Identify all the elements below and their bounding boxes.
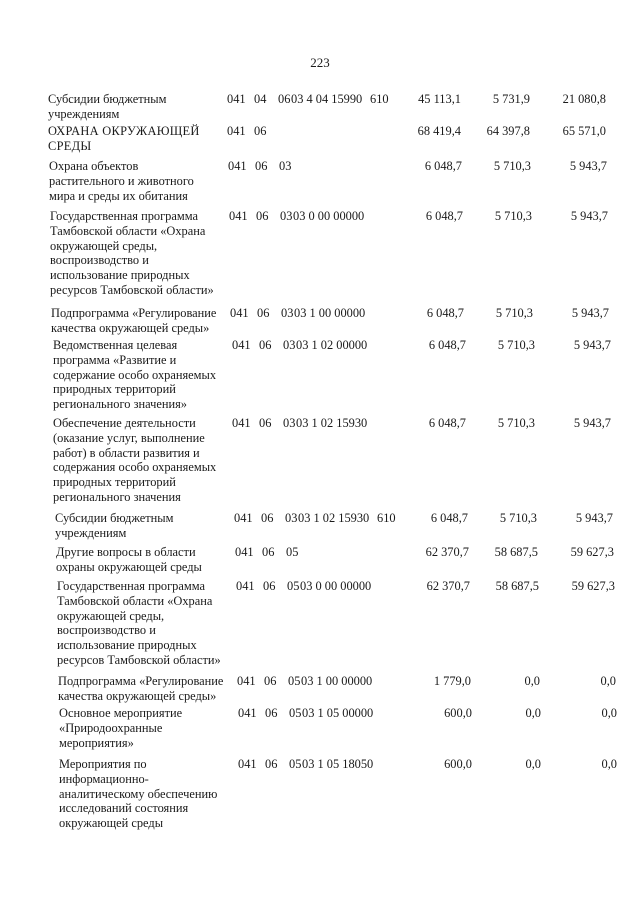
row-name-line: мира и среды их обитания — [49, 188, 188, 203]
amount-year-3: 0,0 — [601, 757, 617, 771]
amount-year-2: 0,0 — [525, 706, 541, 720]
amount-year-1: 600,0 — [444, 757, 472, 771]
amount-year-2: 5 710,3 — [499, 511, 537, 525]
row-name-line: воспроизводство и — [50, 253, 149, 268]
amount-year-1: 600,0 — [444, 706, 472, 720]
row-name-line: окружающей среды, — [50, 238, 158, 253]
subsection-code: 05 — [288, 674, 301, 688]
row-name-line: качества окружающей среды» — [58, 688, 217, 703]
amount-year-1: 6 048,7 — [430, 511, 468, 525]
row-name-line: охраны окружающей среды — [56, 559, 202, 574]
row-name — [55, 511, 241, 541]
ministry-code: 041 — [236, 579, 255, 593]
subsection-code: 03 — [285, 511, 298, 525]
target-article-code: 03 1 02 15930 — [296, 416, 368, 430]
section-code: 06 — [259, 416, 272, 430]
section-code: 06 — [259, 338, 272, 352]
amount-year-2: 5 710,3 — [497, 416, 535, 430]
amount-year-3: 59 627,3 — [570, 545, 614, 559]
row-name-line: программа «Развитие и — [53, 352, 177, 367]
amount-year-2: 64 397,8 — [486, 124, 530, 138]
row-name-line: (оказание услуг, выполнение — [53, 430, 205, 445]
row-name-line: информационно- — [59, 771, 149, 786]
amount-year-2: 5 710,3 — [497, 338, 535, 352]
row-name-line: мероприятия» — [59, 735, 134, 750]
row-name-line: воспроизводство и — [57, 623, 156, 638]
ministry-code: 041 — [232, 338, 251, 352]
row-name-line: Подпрограмма «Регулирование — [58, 674, 224, 688]
section-code: 06 — [257, 306, 270, 320]
row-name-line: регионального значения» — [53, 397, 187, 412]
row-name-line: учреждениям — [55, 525, 127, 540]
row-name — [51, 306, 237, 336]
target-article-code: 03 0 00 00000 — [300, 579, 372, 593]
row-name-line: Субсидии бюджетным — [55, 511, 174, 525]
amount-year-1: 6 048,7 — [425, 209, 463, 223]
row-name-line: Ведомственная целевая — [53, 338, 178, 352]
section-code: 06 — [265, 757, 278, 771]
page-number: 223 — [310, 55, 330, 70]
amount-year-3: 5 943,7 — [573, 416, 611, 430]
row-name-line: растительного и животного — [49, 173, 194, 188]
amount-year-1: 68 419,4 — [417, 124, 461, 138]
row-name — [53, 338, 239, 412]
row-name-line: Обеспечение деятельности — [53, 416, 196, 430]
subsection-code: 05 — [286, 545, 299, 559]
amount-year-3: 0,0 — [601, 706, 617, 720]
target-article-code: 03 0 00 00000 — [293, 209, 365, 223]
ministry-code: 041 — [238, 757, 257, 771]
row-name — [58, 674, 244, 704]
row-name — [50, 209, 236, 298]
ministry-code: 041 — [228, 159, 247, 173]
amount-year-2: 5 731,9 — [492, 92, 530, 106]
row-name-line: учреждениям — [48, 106, 120, 121]
row-name-line: «Природоохранные — [59, 720, 163, 735]
amount-year-1: 6 048,7 — [424, 159, 462, 173]
expense-kind-code: 610 — [370, 92, 389, 106]
row-name-line: ресурсов Тамбовской области» — [50, 282, 214, 297]
target-article-code: 03 1 02 15930 — [298, 511, 370, 525]
row-name-line: Мероприятия по — [59, 757, 147, 771]
row-name-line: содержание особо охраняемых — [53, 367, 217, 382]
ministry-code: 041 — [234, 511, 253, 525]
section-code: 06 — [263, 579, 276, 593]
amount-year-3: 0,0 — [600, 674, 616, 688]
target-article-code: 03 1 05 00000 — [302, 706, 374, 720]
row-name — [48, 124, 234, 154]
ministry-code: 041 — [227, 124, 246, 138]
amount-year-2: 5 710,3 — [493, 159, 531, 173]
section-code: 06 — [264, 674, 277, 688]
amount-year-3: 65 571,0 — [562, 124, 606, 138]
target-article-code: 03 1 00 00000 — [294, 306, 366, 320]
row-name — [49, 159, 235, 203]
amount-year-1: 6 048,7 — [428, 338, 466, 352]
amount-year-1: 45 113,1 — [418, 92, 461, 106]
row-name-line: качества окружающей среды» — [51, 320, 210, 335]
target-article-code: 03 4 04 15990 — [291, 92, 363, 106]
row-name-line: использование природных — [50, 268, 190, 283]
ministry-code: 041 — [230, 306, 249, 320]
row-name-line: СРЕДЫ — [48, 138, 92, 153]
row-name — [53, 416, 239, 505]
amount-year-1: 6 048,7 — [428, 416, 466, 430]
row-name-line: окружающей среды, — [57, 608, 165, 623]
ministry-code: 041 — [238, 706, 257, 720]
subsection-code: 06 — [278, 92, 291, 106]
amount-year-3: 5 943,7 — [571, 306, 609, 320]
subsection-code: 03 — [279, 159, 292, 173]
ministry-code: 041 — [227, 92, 246, 106]
row-name-line: природных территорий — [53, 475, 176, 490]
section-code: 06 — [255, 159, 268, 173]
row-name-line: Тамбовской области «Охрана — [57, 593, 213, 608]
row-name-line: Охрана объектов — [49, 159, 139, 173]
section-code: 06 — [256, 209, 269, 223]
row-name-line: использование природных — [57, 638, 197, 653]
target-article-code: 03 1 00 00000 — [301, 674, 373, 688]
row-name — [57, 579, 243, 668]
target-article-code: 03 1 02 00000 — [296, 338, 368, 352]
amount-year-3: 5 943,7 — [569, 159, 607, 173]
row-name-line: содержания особо охраняемых — [53, 460, 217, 475]
row-name — [56, 545, 242, 575]
amount-year-3: 5 943,7 — [575, 511, 613, 525]
amount-year-1: 1 779,0 — [433, 674, 471, 688]
row-name-line: ресурсов Тамбовской области» — [57, 652, 221, 667]
ministry-code: 041 — [232, 416, 251, 430]
row-name — [59, 706, 245, 750]
expense-kind-code: 610 — [377, 511, 396, 525]
ministry-code: 041 — [229, 209, 248, 223]
subsection-code: 03 — [281, 306, 294, 320]
row-name-line: окружающей среды — [59, 816, 164, 831]
subsection-code: 03 — [283, 416, 296, 430]
row-name-line: Тамбовской области «Охрана — [50, 223, 206, 238]
amount-year-2: 58 687,5 — [495, 579, 539, 593]
row-name-line: исследований состояния — [59, 801, 189, 816]
row-name-line: Основное мероприятие — [59, 706, 183, 720]
ministry-code: 041 — [237, 674, 256, 688]
amount-year-2: 0,0 — [525, 757, 541, 771]
amount-year-1: 6 048,7 — [426, 306, 464, 320]
amount-year-3: 21 080,8 — [562, 92, 606, 106]
row-name-line: Подпрограмма «Регулирование — [51, 306, 217, 320]
row-name-line: природных территорий — [53, 382, 176, 397]
section-code: 06 — [254, 124, 267, 138]
amount-year-3: 5 943,7 — [570, 209, 608, 223]
section-code: 04 — [254, 92, 267, 106]
row-name-line: аналитическому обеспечению — [59, 786, 218, 801]
amount-year-3: 59 627,3 — [571, 579, 615, 593]
row-name-line: регионального значения — [53, 489, 181, 504]
subsection-code: 03 — [280, 209, 293, 223]
amount-year-2: 5 710,3 — [495, 306, 533, 320]
subsection-code: 05 — [289, 706, 302, 720]
amount-year-3: 5 943,7 — [573, 338, 611, 352]
subsection-code: 05 — [289, 757, 302, 771]
row-name-line: Государственная программа — [50, 209, 198, 223]
amount-year-2: 58 687,5 — [494, 545, 538, 559]
amount-year-1: 62 370,7 — [425, 545, 469, 559]
row-name — [59, 757, 245, 831]
target-article-code: 03 1 05 18050 — [302, 757, 374, 771]
row-name-line: Субсидии бюджетным — [48, 92, 167, 106]
amount-year-2: 5 710,3 — [494, 209, 532, 223]
section-code: 06 — [262, 545, 275, 559]
row-name-line: ОХРАНА ОКРУЖАЮЩЕЙ — [48, 124, 200, 138]
amount-year-1: 62 370,7 — [426, 579, 470, 593]
section-code: 06 — [261, 511, 274, 525]
subsection-code: 05 — [287, 579, 300, 593]
row-name-line: работ) в области развития и — [53, 445, 200, 460]
amount-year-2: 0,0 — [524, 674, 540, 688]
section-code: 06 — [265, 706, 278, 720]
row-name-line: Другие вопросы в области — [56, 545, 196, 559]
row-name — [48, 92, 234, 122]
row-name-line: Государственная программа — [57, 579, 205, 593]
ministry-code: 041 — [235, 545, 254, 559]
subsection-code: 03 — [283, 338, 296, 352]
